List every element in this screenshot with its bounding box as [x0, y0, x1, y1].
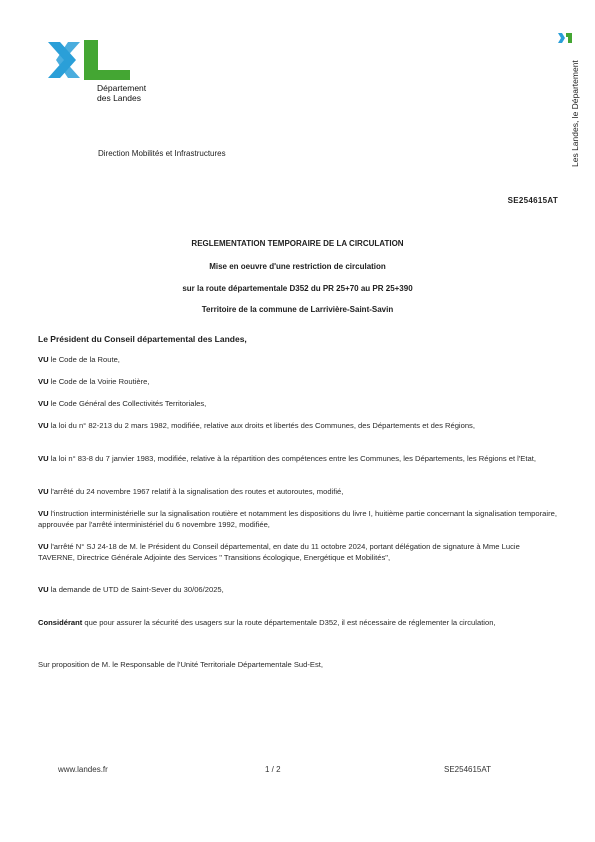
vu-text: le Code Général des Collectivités Territoriales,: [48, 399, 207, 408]
vu-text: l'arrêté du 24 novembre 1967 relatif à la signalisation des routes et autoroutes, modifié,: [48, 487, 344, 496]
footer-website: www.landes.fr: [58, 765, 108, 774]
footer-page-number: 1 / 2: [265, 765, 281, 774]
considerant-label: Considérant: [38, 618, 83, 627]
side-stamp: [554, 32, 578, 172]
proposal-item: [38, 660, 558, 671]
territory: Territoire de la commune de Larrivière-Saint-Savin: [201, 305, 394, 314]
vu-label: VU: [38, 509, 49, 518]
vu-text: le Code de la Voirie Routière,: [48, 377, 150, 386]
vu-label: VU: [38, 421, 49, 430]
vu-label: VU: [38, 585, 49, 594]
vu-text: l'arrêté N° SJ 24-18 de M. le Président du Conseil départemental, en date du 11 octobre 2024, portant délégation de signature à Mme Lucie TAVERNE, Directrice Générale Adjointe des Services " Transitions écologique, Energétique et Mobilités",: [38, 542, 520, 562]
direction-name: Direction Mobilités et Infrastructures: [98, 149, 226, 158]
footer-reference: SE254615AT: [444, 765, 491, 774]
vu-item: [38, 487, 558, 498]
reference-number: SE254615AT: [507, 196, 558, 205]
side-stamp-text: Les Landes, le Département: [570, 60, 580, 167]
vu-label: VU: [38, 542, 49, 551]
logo-line-1: Département: [97, 83, 147, 93]
vu-item: [38, 355, 558, 366]
considerant-text: que pour assurer la sécurité des usagers sur la route départementale D352, il est nécessaire de réglementer la circulation,: [82, 618, 496, 627]
vu-label: VU: [38, 399, 49, 408]
vu-label: VU: [38, 355, 49, 364]
vu-label: VU: [38, 487, 49, 496]
road-section: sur la route départementale D352 du PR 25+70 au PR 25+390: [182, 284, 413, 293]
vu-item: [38, 377, 558, 388]
vu-text: la demande de UTD de Saint-Sever du 30/06/2025,: [48, 585, 224, 594]
logo-text: [97, 83, 146, 103]
proposal-text: Sur proposition de M. le Responsable de l'Unité Territoriale Départementale Sud-Est,: [38, 660, 323, 669]
vu-text: la loi du n° 82-213 du 2 mars 1982, modifiée, relative aux droits et libertés des Communes, des Départements et des Régions,: [48, 421, 475, 430]
document-title: REGLEMENTATION TEMPORAIRE DE LA CIRCULATION: [191, 239, 404, 248]
vu-item: [38, 399, 558, 410]
vu-item: [38, 585, 558, 596]
vu-item: [38, 509, 558, 530]
president-heading: Le Président du Conseil départemental des Landes,: [38, 334, 247, 344]
vu-label: VU: [38, 454, 49, 463]
vu-item: [38, 542, 558, 563]
logo-line-2: des Landes: [97, 93, 141, 103]
landes-xl-logo-icon: [46, 38, 136, 84]
considerant-item: [38, 618, 558, 629]
vu-item: [38, 454, 558, 465]
vu-text: la loi n° 83-8 du 7 janvier 1983, modifiée, relative à la répartition des compétences entre les Communes, les Départements, les Régions et l'Etat,: [48, 454, 536, 463]
vu-text: l'instruction interministérielle sur la signalisation routière et notamment les dispositions du livre I, huitième partie concernant la signalisation temporaire, approuvée par l'arrêté interministériel du 6 novembre 1992, modifiée,: [38, 509, 557, 529]
document-subtitle: Mise en oeuvre d'une restriction de circulation: [209, 262, 386, 271]
vu-text: le Code de la Route,: [48, 355, 120, 364]
vu-item: [38, 421, 558, 432]
vu-label: VU: [38, 377, 49, 386]
side-logo-mark-icon: [558, 32, 572, 44]
